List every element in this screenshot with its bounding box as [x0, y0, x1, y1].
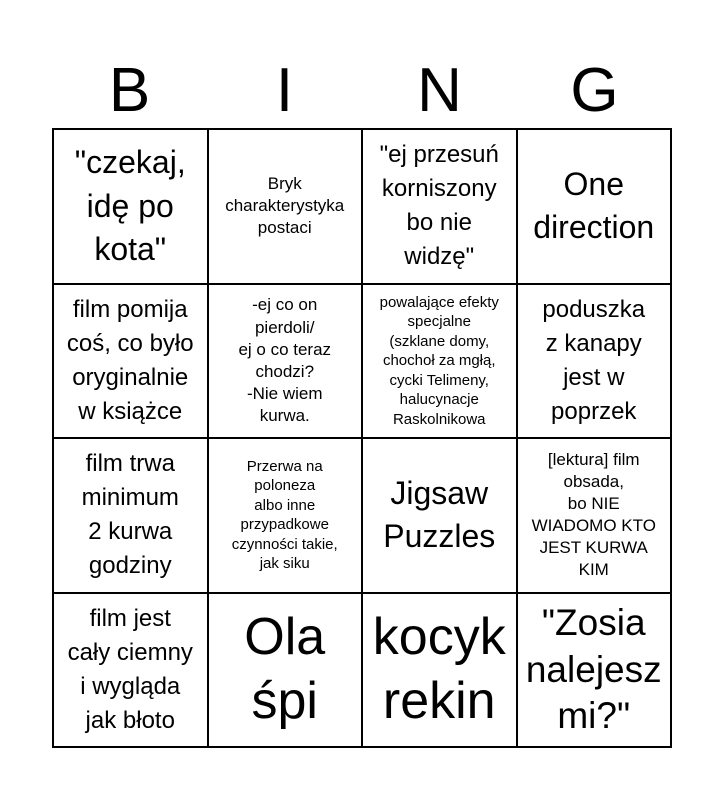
bingo-cell[interactable]: Bryk charakterystyka postaci — [209, 130, 364, 285]
bingo-cell[interactable]: Przerwa na poloneza albo inne przypadkowe czynności takie, jak siku — [209, 439, 364, 594]
header-letter-b: B — [108, 56, 151, 125]
bingo-cell[interactable]: One direction — [518, 130, 673, 285]
bingo-cell[interactable]: -ej co on pierdoli/ ej o co teraz chodzi? -Nie wiem kurwa. — [209, 285, 364, 440]
bingo-cell[interactable]: "Zosia nalejesz mi?" — [518, 594, 673, 749]
header-letter-g: G — [570, 56, 619, 125]
bingo-cell[interactable]: "czekaj, idę po kota" — [54, 130, 209, 285]
bingo-cell[interactable]: "ej przesuń korniszony bo nie widzę" — [363, 130, 518, 285]
bingo-cell[interactable]: kocyk rekin — [363, 594, 518, 749]
header-letter-i: I — [275, 56, 294, 125]
bingo-cell[interactable]: film trwa minimum 2 kurwa godziny — [54, 439, 209, 594]
bingo-cell[interactable]: film jest cały ciemny i wygląda jak błoto — [54, 594, 209, 749]
bingo-header — [52, 52, 672, 128]
bingo-cell[interactable]: Ola śpi — [209, 594, 364, 749]
bingo-cell[interactable]: powalające efekty specjalne (szklane domy, chochoł za mgłą, cycki Telimeny, halucynacje Raskolnikowa — [363, 285, 518, 440]
bingo-cell[interactable]: Jigsaw Puzzles — [363, 439, 518, 594]
header-letter-n: N — [417, 56, 462, 125]
bingo-cell[interactable]: film pomija coś, co było oryginalnie w książce — [54, 285, 209, 440]
bingo-board — [52, 128, 672, 748]
bingo-cell[interactable]: [lektura] film obsada, bo NIE WIADOMO KTO JEST KURWA KIM — [518, 439, 673, 594]
bingo-cell[interactable]: poduszka z kanapy jest w poprzek — [518, 285, 673, 440]
